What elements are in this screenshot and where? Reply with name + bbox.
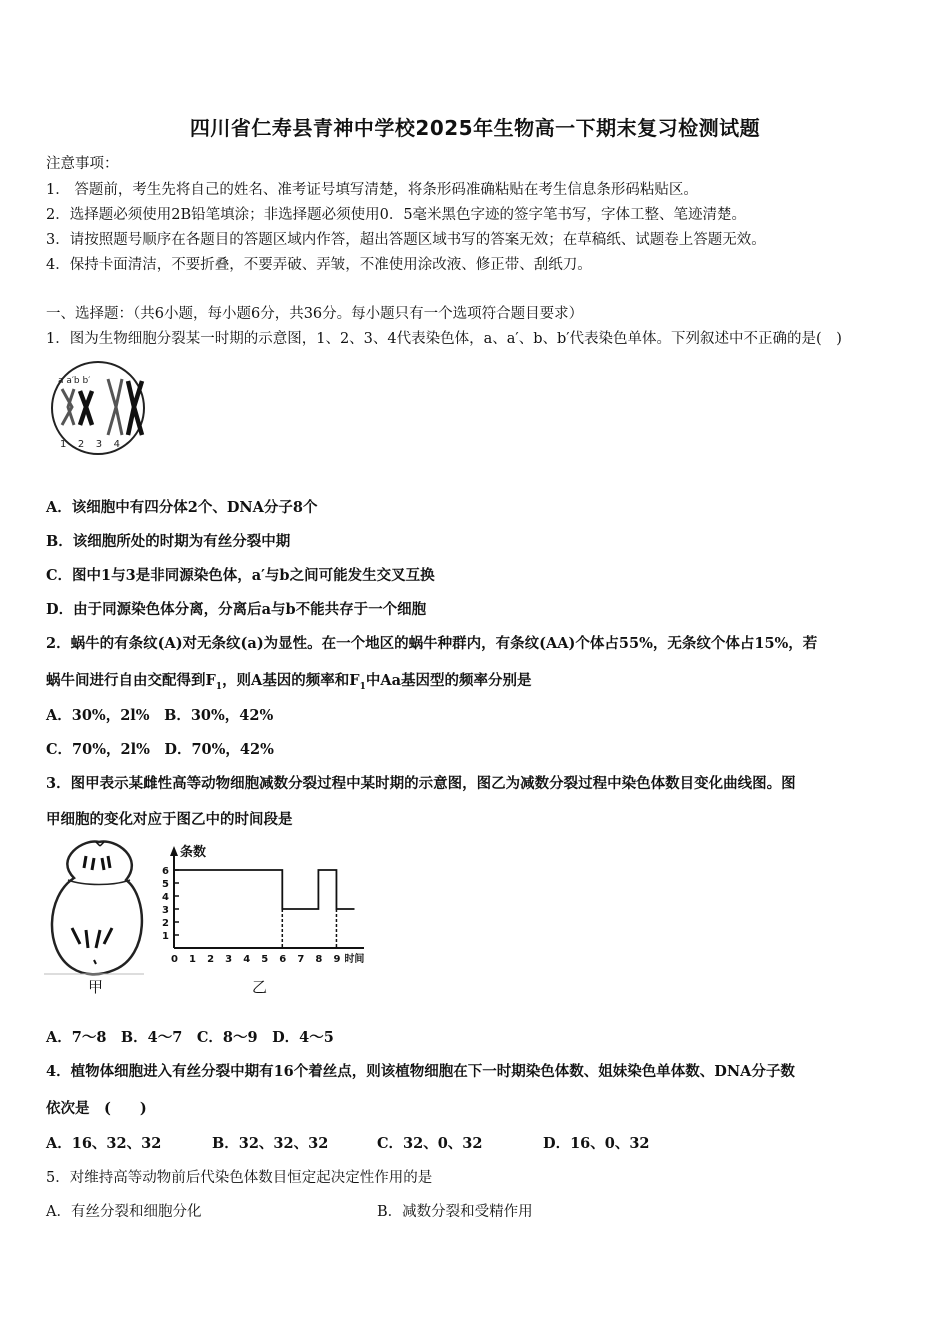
notice-item-4: 4．保持卡面清洁，不要折叠，不要弄破、弄皱，不准使用涂改液、修正带、刮纸刀。 [46, 257, 592, 273]
x-tick-label: 1 [189, 954, 197, 965]
y-tick-label: 2 [162, 918, 169, 929]
page-title: 四川省仁寿县青神中学校2025年生物高一下期末复习检测试题 [189, 116, 761, 140]
section-heading: 一、选择题：（共6小题，每小题6分，共36分。每小题只有一个选项符合题目要求） [46, 306, 584, 322]
notice-heading: 注意事项： [46, 156, 119, 172]
q4-stem-line1: 4．植物体细胞进入有丝分裂中期有16个着丝点，则该植物细胞在下一时期染色体数、姐妹染色单体数、DNA分子数 [46, 1063, 795, 1080]
q2-stem-line2 [46, 669, 532, 692]
x-tick-label: 2 [207, 954, 215, 965]
q3-stem-line1: 3．图甲表示某雌性高等动物细胞减数分裂过程中某时期的示意图，图乙为减数分裂过程中染色体数目变化曲线图。图 [46, 775, 796, 792]
y-tick-label: 4 [162, 892, 169, 903]
y-axis-arrow [170, 846, 178, 856]
q2-sub-2: 1 [359, 681, 366, 692]
q2-stem-part-c: 中Aa基因型的频率分别是 [365, 672, 532, 689]
notice-item-2: 2．选择题必须使用2B铅笔填涂；非选择题必须使用0．5毫米黑色字迹的签字笔书写，字体工整、笔迹清楚。 [46, 207, 747, 223]
x-tick-label: 4 [243, 954, 251, 965]
q2-stem-line1: 2．蜗牛的有条纹(A)对无条纹(a)为显性。在一个地区的蜗牛种群内，有条纹(AA)个体占55%，无条纹个体占15%，若 [46, 635, 818, 652]
q4-option-a[interactable]: A．16、32、32 [46, 1135, 162, 1152]
x-tick-label: 8 [315, 954, 323, 965]
q3-chart-yi [154, 838, 384, 978]
y-tick-label: 3 [162, 905, 169, 916]
q2-stem-part-b: ，则A基因的频率和F [222, 672, 360, 689]
y-axis-label: 条数 [180, 845, 207, 860]
q3-label-jia: 甲 [88, 978, 104, 996]
q2-stem-part-a: 蜗牛间进行自由交配得到F [46, 672, 216, 689]
q4-option-d[interactable]: D．16、0、32 [543, 1135, 650, 1152]
x-tick-label: 0 [171, 954, 178, 965]
y-tick-label: 1 [162, 931, 169, 942]
q4-option-c[interactable]: C．32、0、32 [377, 1135, 483, 1152]
q1-option-d[interactable]: D．由于同源染色体分离，分离后a与b不能共存于一个细胞 [46, 601, 427, 618]
q4-option-b[interactable]: B．32、32、32 [212, 1135, 329, 1152]
x-tick-label: 5 [261, 954, 269, 965]
q2-options-row1[interactable]: A．30%，2l% B．30%，42% [46, 707, 274, 724]
q1-chromatid-labels: a a′b b′ [58, 376, 91, 386]
q1-cell-figure [46, 355, 156, 465]
x-tick-label: 7 [297, 954, 305, 965]
q1-stem: 1．图为生物细胞分裂某一时期的示意图，1、2、3、4代表染色体，a、a′、b、b′代表染色单体。下列叙述中不正确的是( ) [46, 331, 842, 347]
q5-option-b[interactable]: B．减数分裂和受精作用 [377, 1204, 533, 1220]
y-tick-label: 5 [162, 879, 169, 890]
q3-figure-jia [44, 838, 154, 998]
x-tick-label: 6 [279, 954, 287, 965]
y-tick-label: 6 [162, 866, 169, 877]
series-line [174, 870, 355, 909]
q1-option-a[interactable]: A．该细胞中有四分体2个、DNA分子8个 [46, 499, 318, 516]
q4-stem-line2: 依次是 ( ) [46, 1100, 147, 1117]
q1-option-c[interactable]: C．图中1与3是非同源染色体，a′与b之间可能发生交叉互换 [46, 567, 435, 584]
q2-sub-1: 1 [215, 681, 223, 692]
q3-options[interactable]: A．7～8 B．4～7 C．8～9 D．4～5 [46, 1029, 334, 1046]
q5-option-a[interactable]: A．有丝分裂和细胞分化 [46, 1204, 202, 1220]
x-tick-label: 3 [225, 954, 233, 965]
q3-label-yi: 乙 [252, 978, 268, 996]
q2-options-row2[interactable]: C．70%，2l% D．70%，42% [46, 741, 274, 758]
x-axis-label: 时间 [344, 954, 365, 965]
notice-item-3: 3．请按照题号顺序在各题目的答题区域内作答，超出答题区域书写的答案无效；在草稿纸、试题卷上答题无效。 [46, 232, 766, 248]
notice-item-1: 1． 答题前，考生先将自己的姓名、准考证号填写清楚，将条形码准确粘贴在考生信息条形码粘贴区。 [46, 182, 698, 198]
q3-stem-line2: 甲细胞的变化对应于图乙中的时间段是 [46, 811, 293, 828]
x-tick-label: 9 [333, 954, 341, 965]
q1-chromosome-labels: 1 2 3 4 [60, 439, 120, 450]
q5-stem: 5．对维持高等动物前后代染色体数目恒定起决定性作用的是 [46, 1170, 433, 1186]
q1-option-b[interactable]: B．该细胞所处的时期为有丝分裂中期 [46, 533, 291, 550]
